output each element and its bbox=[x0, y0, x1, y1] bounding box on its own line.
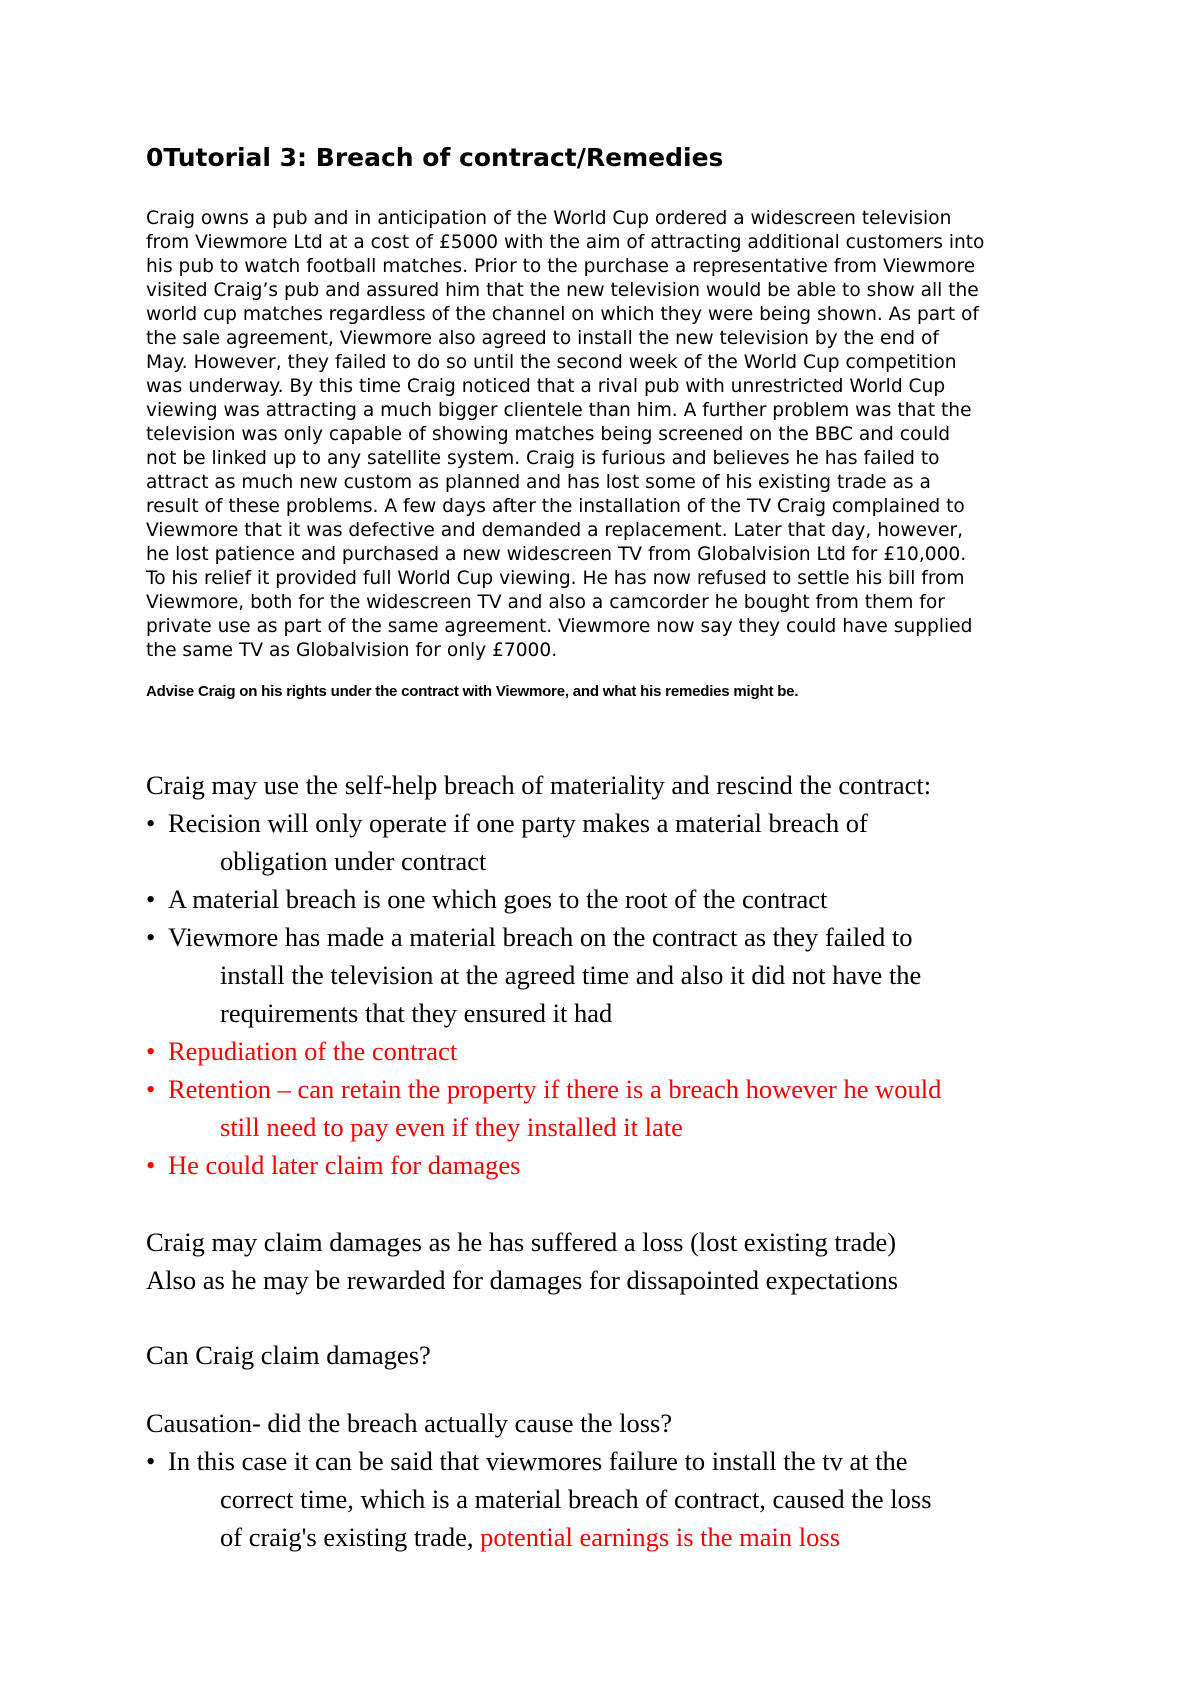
damages-line: Also as he may be rewarded for damages for dissapointed expectations bbox=[146, 1265, 899, 1295]
scenario-line: private use as part of the same agreement. Viewmore now say they could have supplied bbox=[146, 616, 973, 637]
scenario-line: viewing was attracting a much bigger clientele than him. A further problem was that the bbox=[146, 400, 972, 421]
bullet-marker: • bbox=[146, 1074, 156, 1104]
scenario-line: visited Craig’s pub and assured him that the new television would be able to show all the bbox=[146, 280, 979, 301]
list-item-annotation bbox=[146, 1032, 941, 1070]
document-title: 0Tutorial 3: Breach of contract/Remedies bbox=[146, 143, 724, 172]
list-item bbox=[146, 1442, 932, 1556]
bullet-text-continuation: obligation under contract bbox=[220, 846, 487, 876]
section-heading-rescission: Craig may use the self-help breach of materiality and rescind the contract: bbox=[146, 770, 932, 800]
damages-question: Can Craig claim damages? bbox=[146, 1340, 431, 1370]
tutorial-question: Advise Craig on his rights under the contract with Viewmore, and what his remedies might be. bbox=[146, 683, 799, 700]
bullet-marker: • bbox=[146, 1150, 156, 1180]
bullet-marker: • bbox=[146, 1446, 156, 1476]
bullet-text-continuation: correct time, which is a material breach of contract, caused the loss bbox=[220, 1484, 932, 1514]
list-item-annotation bbox=[146, 1146, 941, 1184]
annotation-text: potential earnings is the main loss bbox=[480, 1522, 841, 1552]
bullet-marker: • bbox=[146, 808, 156, 838]
scenario-line: he lost patience and purchased a new widescreen TV from Globalvision Ltd for £10,000. bbox=[146, 544, 967, 565]
scenario-line: his pub to watch football matches. Prior to the purchase a representative from Viewmore bbox=[146, 256, 976, 277]
bullet-text: Viewmore has made a material breach on the contract as they failed to bbox=[168, 922, 913, 952]
scenario-line: world cup matches regardless of the channel on which they were being shown. As part of bbox=[146, 304, 979, 325]
section-heading-causation: Causation- did the breach actually cause the loss? bbox=[146, 1408, 673, 1438]
scenario-line: attract as much new custom as planned and has lost some of his existing trade as a bbox=[146, 472, 931, 493]
damages-paragraph bbox=[146, 1223, 898, 1299]
scenario-line: Viewmore, both for the widescreen TV and also a camcorder he bought from them for bbox=[146, 592, 945, 613]
list-item bbox=[146, 804, 941, 880]
bullet-text-continuation: install the television at the agreed time and also it did not have the bbox=[220, 960, 922, 990]
bullet-text: In this case it can be said that viewmores failure to install the tv at the bbox=[168, 1446, 908, 1476]
bullet-text: Recision will only operate if one party makes a material breach of bbox=[168, 808, 868, 838]
bullet-text-continuation: requirements that they ensured it had bbox=[220, 998, 613, 1028]
bullet-marker: • bbox=[146, 922, 156, 952]
bullet-text: A material breach is one which goes to the root of the contract bbox=[168, 884, 828, 914]
damages-line: Craig may claim damages as he has suffered a loss (lost existing trade) bbox=[146, 1227, 897, 1257]
rescission-bullet-list bbox=[146, 804, 941, 1184]
scenario-line: To his relief it provided full World Cup viewing. He has now refused to settle his bill from bbox=[146, 568, 965, 589]
scenario-line: result of these problems. A few days after the installation of the TV Craig complained to bbox=[146, 496, 965, 517]
scenario-line: May. However, they failed to do so until the second week of the World Cup competition bbox=[146, 352, 957, 373]
scenario-line: the sale agreement, Viewmore also agreed to install the new television by the end of bbox=[146, 328, 939, 349]
bullet-text-continuation bbox=[168, 1518, 932, 1556]
bullet-marker: • bbox=[146, 1036, 156, 1066]
scenario-line: television was only capable of showing matches being screened on the BBC and could bbox=[146, 424, 951, 445]
bullet-text-segment: of craig's existing trade, bbox=[220, 1522, 481, 1552]
scenario-line: the same TV as Globalvision for only £7000. bbox=[146, 640, 558, 661]
scenario-line: from Viewmore Ltd at a cost of £5000 with the aim of attracting additional customers into bbox=[146, 232, 985, 253]
scenario-line: not be linked up to any satellite system. Craig is furious and believes he has failed to bbox=[146, 448, 940, 469]
bullet-marker: • bbox=[146, 884, 156, 914]
list-item bbox=[146, 880, 941, 918]
list-item bbox=[146, 918, 941, 1032]
scenario-line: Viewmore that it was defective and demanded a replacement. Later that day, however, bbox=[146, 520, 964, 541]
bullet-text: Retention – can retain the property if there is a breach however he would bbox=[168, 1074, 942, 1104]
bullet-text: Repudiation of the contract bbox=[168, 1036, 458, 1066]
bullet-text: He could later claim for damages bbox=[168, 1150, 521, 1180]
scenario-paragraph bbox=[146, 207, 1066, 663]
scenario-line: was underway. By this time Craig noticed that a rival pub with unrestricted World Cup bbox=[146, 376, 946, 397]
scenario-line: Craig owns a pub and in anticipation of the World Cup ordered a widescreen television bbox=[146, 208, 952, 229]
bullet-text-continuation: still need to pay even if they installed it late bbox=[220, 1112, 683, 1142]
list-item-annotation bbox=[146, 1070, 941, 1146]
causation-bullet-list bbox=[146, 1442, 932, 1556]
